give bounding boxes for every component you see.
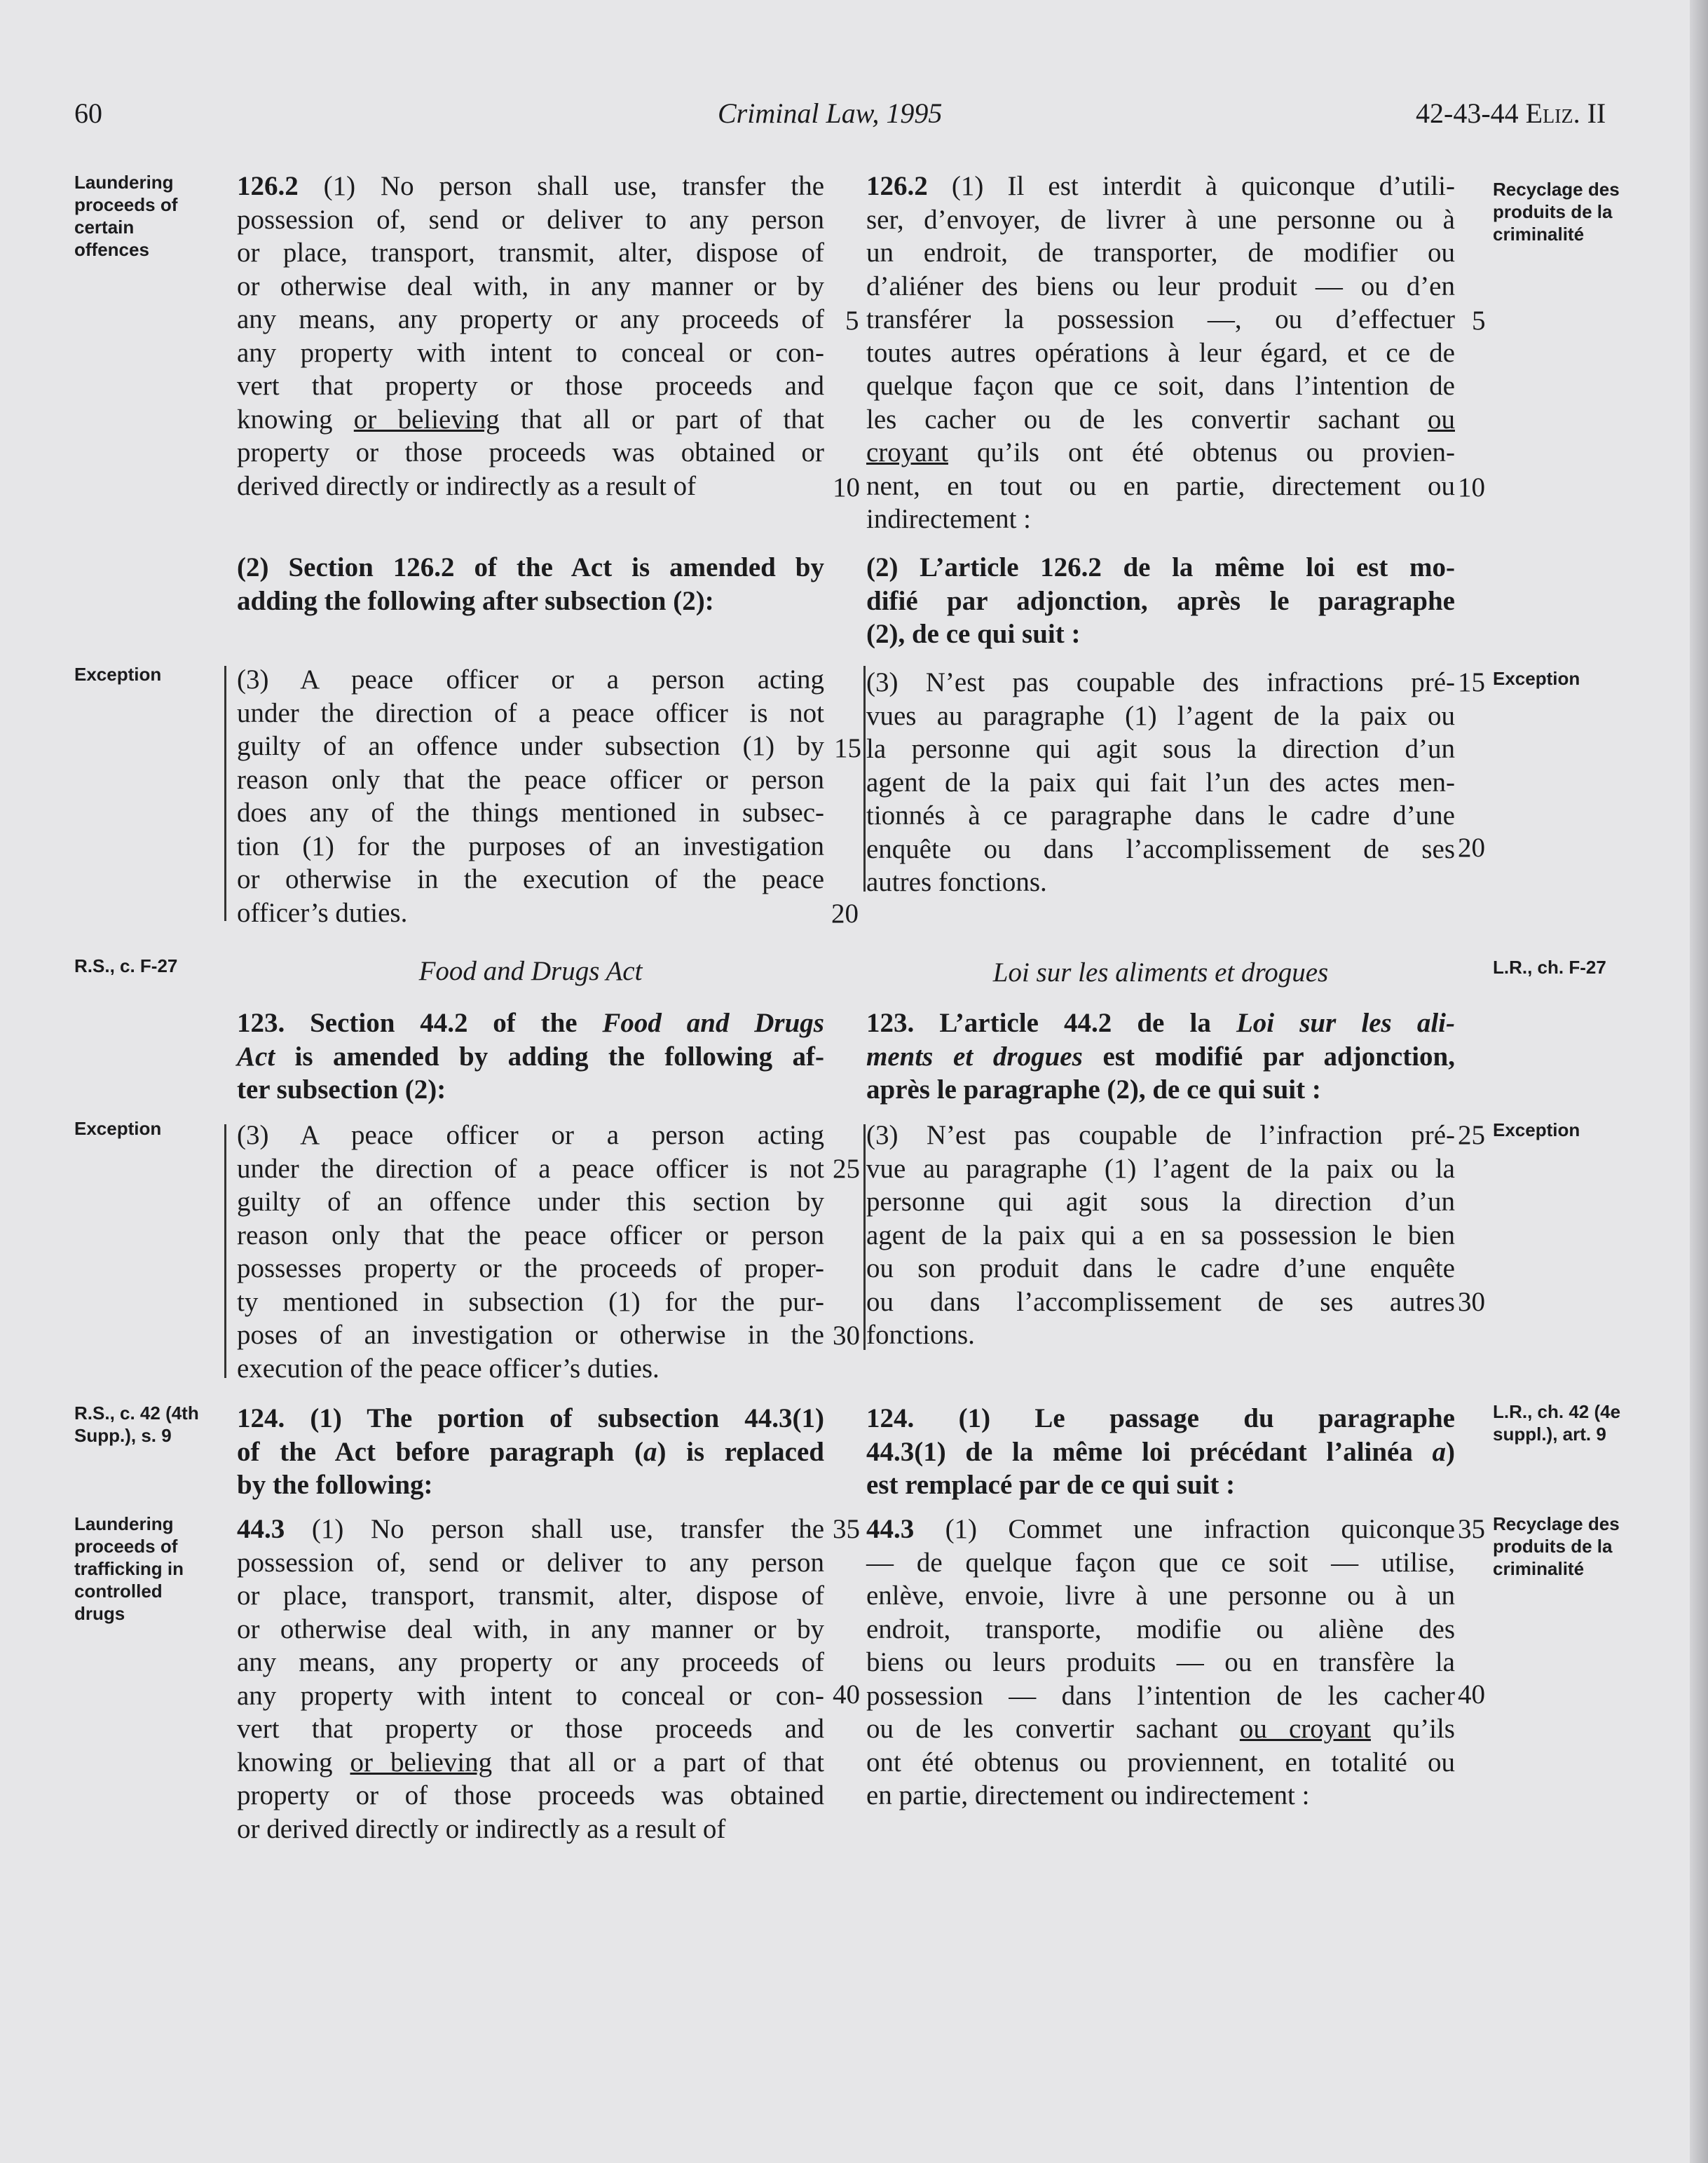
act-title: ments et drogues [866,1041,1083,1072]
new-text-rule-fr-2 [863,1124,866,1350]
line-number-35: 35 [833,1514,860,1544]
margin-line: Recyclage des [1493,1513,1620,1534]
text-line: poses of an investigation or otherwise in the [237,1320,824,1350]
margin-note-exception-1-en: Exception [74,664,162,685]
text-line: derived directly or indirectly as a result of [237,470,697,501]
text-line: any means, any property or any proceeds of [237,304,824,334]
line-number-25: 25 [833,1154,860,1184]
text-line: (1) Commet une infraction quiconque [914,1514,1455,1544]
text-line: ty mentioned in subsection (1) for the pur- [237,1286,824,1317]
text-line: autres fonctions. [866,867,1047,897]
text-line: ou son produit dans le cadre d’une enquête [866,1253,1455,1283]
text-run: that all or part of that [499,404,824,435]
text-line: endroit, transporte, modifie ou aliène des [866,1613,1455,1644]
regnal-year-roman: II [1580,97,1606,129]
text-run: ) [1446,1436,1455,1467]
margin-line: Laundering [74,172,174,193]
text-run: ou de les convertir sachant [866,1714,1240,1744]
text-line: does any of the things mentioned in subsec- [237,798,824,828]
fr-section-44-3-number: 44.3 [866,1514,915,1544]
paragraph-letter: a [1432,1436,1446,1467]
text-line: fonctions. [866,1320,975,1350]
text-line: agent de la paix qui a en sa possession le bien [866,1220,1455,1250]
en-section-123-number: 123. [237,1008,285,1038]
text-line: (2) L’article 126.2 de la même loi est mo- [866,552,1455,582]
line-number-20-fr: 20 [1458,833,1485,863]
page-number: 60 [74,97,102,129]
text-line: possession of, send or deliver to any person [237,204,824,235]
text-line: under the direction of a peace officer is not [237,1153,824,1184]
text-line: (1) No person shall use, transfer the [298,171,824,201]
text-line: or place, transport, transmit, alter, dispose of [237,1581,824,1611]
margin-note-exception-1-fr: Exception [1493,668,1580,689]
text-line: or derived directly or indirectly as a result of [237,1813,726,1844]
text-line: adding the following after subsection (2): [237,585,714,616]
margin-line: Supp.), s. 9 [74,1425,172,1446]
text-line: any property with intent to conceal or con- [237,1680,824,1711]
text-line: (3) A peace officer or a person acting [237,1120,824,1150]
paragraph-letter: a [643,1436,657,1467]
text-line: tionnés à ce paragraphe dans le cadre d’une [866,800,1455,831]
margin-note-exception-2-fr: Exception [1493,1119,1580,1140]
text-line: 124. (1) The portion of subsection 44.3(1) [237,1403,824,1433]
text-line: en partie, directement ou indirectement : [866,1780,1310,1810]
line-number-5: 5 [845,306,859,336]
text-line: transférer la possession —, ou d’effectuer [866,304,1455,334]
margin-line: suppl.), art. 9 [1493,1424,1606,1445]
fr-exception-126-2-3 [866,666,1455,899]
margin-line: Recyclage des [1493,179,1620,200]
line-number-10: 10 [833,472,860,503]
new-text-rule-en-1 [224,666,226,921]
line-number-30-fr: 30 [1458,1287,1485,1317]
line-number-35-fr: 35 [1458,1514,1485,1544]
new-text-rule-en-2 [224,1124,226,1378]
text-line: officer’s duties. [237,897,408,928]
text-line: nent, en tout ou en partie, directement ou [866,470,1455,501]
margin-line: L.R., ch. 42 (4e [1493,1401,1621,1422]
text-line: — de quelque façon que ce soit — utilise, [866,1547,1455,1578]
text-line: (1) No person shall use, transfer the [285,1514,824,1544]
margin-line: offences [74,239,149,260]
text-line: (2), de ce qui suit : [866,619,1081,649]
line-number-10-fr: 10 [1458,472,1485,503]
en-exception-126-2-3 [237,663,824,929]
text-run: that all or a part of that [492,1747,824,1778]
text-line: (3) A peace officer or a person acting [237,664,824,695]
new-text-rule-fr-1 [863,666,866,892]
line-number-15-fr: 15 [1458,667,1485,697]
text-line: possesses property or the proceeds of proper- [237,1253,824,1283]
fr-heading-loi-aliments-drogues: Loi sur les aliments et drogues [992,957,1329,988]
regnal-year-eliz: Eliz. [1525,97,1580,129]
margin-line: Laundering [74,1513,174,1534]
line-number-20: 20 [831,899,859,929]
text-line: ter subsection (2): [237,1074,446,1105]
line-number-15: 15 [834,733,861,763]
text-line: ser, d’envoyer, de livrer à une personne ou à [866,204,1455,235]
margin-note-laundering-trafficking-en [74,1513,184,1625]
text-run: qu’ils ont été obtenus ou provien- [948,437,1455,468]
en-exception-44-2-3 [237,1119,824,1385]
underlined-amendment: ou [1428,404,1455,435]
text-line: any means, any property or any proceeds of [237,1647,824,1677]
text-run: knowing [237,404,354,435]
text-line: indirectement : [866,504,1031,534]
text-line: toutes autres opérations à leur égard, et ce de [866,337,1455,368]
margin-line: controlled [74,1581,163,1602]
act-title: Loi sur les ali- [1236,1008,1455,1038]
text-line: biens ou leurs produits — ou en transfère la [866,1647,1455,1677]
fr-exception-44-2-3 [866,1119,1455,1352]
margin-line: drugs [74,1603,125,1624]
text-line: (3) N’est pas coupable des infractions pré- [866,667,1455,697]
margin-note-exception-2-en: Exception [74,1118,162,1139]
text-line: 124. (1) Le passage du paragraphe [866,1403,1455,1433]
text-line: personne qui agit sous la direction d’un [866,1187,1455,1217]
page-title: Criminal Law, 1995 [718,97,943,129]
en-amendment-126-2-2 [237,551,824,617]
text-line: or otherwise deal with, in any manner or by [237,271,824,301]
text-line: any property with intent to conceal or con- [237,337,824,368]
underlined-amendment: ou croyant [1239,1714,1371,1744]
text-line: tion (1) for the purposes of an investigation [237,831,824,861]
text-line: agent de la paix qui fait l’un des actes men- [866,767,1455,798]
en-section-124 [237,1402,824,1502]
act-title: Act [237,1041,275,1072]
text-line: vues au paragraphe (1) l’agent de la paix ou [866,700,1455,731]
text-line: enquête ou dans l’accomplissement de ses [866,833,1455,864]
fr-amendment-126-2-2 [866,551,1455,651]
text-line: reason only that the peace officer or person [237,1220,824,1250]
text-line: d’aliéner des biens ou leur produit — ou d’en [866,271,1455,301]
en-section-126-2-number: 126.2 [237,171,299,201]
text-run: qu’ils [1370,1714,1455,1744]
en-section-123 [237,1007,824,1107]
text-run: 44.3(1) de la même loi précédant l’alinéa [866,1436,1433,1467]
text-run: knowing [237,1747,350,1778]
text-line: execution of the peace officer’s duties. [237,1353,660,1384]
text-line: or otherwise in the execution of the peace [237,864,824,894]
text-line: possession — dans l’intention de les cacher [866,1680,1455,1711]
text-line: or place, transport, transmit, alter, dispose of [237,238,824,268]
regnal-year [1416,97,1606,130]
margin-line: certain [74,217,135,238]
margin-note-rs-f27: R.S., c. F-27 [74,955,178,976]
line-number-25-fr: 25 [1458,1120,1485,1150]
text-run: ) is replaced [657,1436,824,1467]
underlined-amendment: or believing [350,1747,493,1778]
fr-section-126-2 [866,170,1455,536]
page-edge [1690,0,1708,2163]
en-heading-food-and-drugs-act: Food and Drugs Act [418,956,643,986]
text-run: est modifié par adjonction, [1082,1041,1455,1072]
margin-note-laundering-en [74,171,207,261]
en-section-126-2 [237,170,824,503]
text-line: vert that property or those proceeds and [237,371,824,401]
line-number-40-fr: 40 [1458,1679,1485,1710]
text-line: guilty of an offence under subsection (1) by [237,731,824,761]
underlined-amendment: croyant [866,437,948,468]
margin-line: R.S., c. 42 (4th [74,1403,199,1424]
margin-line: produits de la [1493,201,1613,222]
line-number-30: 30 [833,1321,860,1351]
text-line: enlève, envoie, livre à une personne ou à un [866,1581,1455,1611]
margin-note-lr-f27: L.R., ch. F-27 [1493,957,1606,978]
text-line: ont été obtenus ou proviennent, en totalité ou [866,1747,1455,1778]
text-line: possession of, send or deliver to any person [237,1547,824,1578]
fr-section-123 [866,1007,1455,1107]
margin-line: proceeds of [74,194,178,215]
margin-line: criminalité [1493,224,1585,245]
text-line: après le paragraphe (2), de ce qui suit : [866,1074,1321,1105]
fr-section-124 [866,1402,1455,1502]
text-line: (2) Section 126.2 of the Act is amended by [237,552,824,582]
margin-line: proceeds of [74,1536,178,1557]
text-line: est remplacé par de ce qui suit : [866,1470,1236,1500]
text-line: difié par adjonction, après le paragraphe [866,585,1455,616]
text-line: (1) Il est interdit à quiconque d’utili- [927,171,1455,201]
regnal-year-number: 42-43-44 [1416,97,1526,129]
fr-section-44-3 [866,1513,1455,1813]
en-section-44-3-number: 44.3 [237,1514,285,1544]
text-line: quelque façon que ce soit, dans l’intention de [866,371,1455,401]
text-line: property or of those proceeds was obtained [237,1780,824,1810]
margin-line: produits de la [1493,1536,1613,1557]
margin-line: trafficking in [74,1558,184,1579]
line-number-40: 40 [833,1679,860,1710]
margin-note-lr-c42 [1493,1400,1620,1445]
margin-note-recyclage-2-fr [1493,1513,1620,1580]
text-line: vert that property or those proceeds and [237,1714,824,1744]
text-line: la personne qui agit sous la direction d’un [866,734,1455,764]
margin-note-recyclage-fr [1493,178,1620,245]
text-line: property or those proceeds was obtained or [237,437,824,468]
text-run: Section 44.2 of the [285,1008,603,1038]
text-line: reason only that the peace officer or person [237,764,824,795]
text-line: ou dans l’accomplissement de ses autres [866,1286,1455,1317]
text-run: les cacher ou de les convertir sachant [866,404,1428,435]
text-run: 123. L’article 44.2 de la [866,1008,1236,1038]
text-run: is amended by adding the following af- [275,1041,824,1072]
text-run: of the Act before paragraph ( [237,1436,643,1467]
margin-note-rs-c42 [74,1402,199,1447]
text-line: guilty of an offence under this section by [237,1187,824,1217]
fr-section-126-2-number: 126.2 [866,171,928,201]
text-line: un endroit, de transporter, de modifier ou [866,238,1455,268]
margin-line: criminalité [1493,1558,1585,1579]
line-number-5-fr: 5 [1472,306,1486,336]
text-line: under the direction of a peace officer is not [237,697,824,728]
act-title: Food and Drugs [602,1008,824,1038]
text-line: (3) N’est pas coupable de l’infraction pré- [866,1120,1455,1150]
text-line: by the following: [237,1470,433,1500]
text-line: vue au paragraphe (1) l’agent de la paix ou la [866,1153,1455,1184]
en-section-44-3 [237,1513,824,1845]
underlined-amendment: or believing [353,404,500,435]
text-line: or otherwise deal with, in any manner or by [237,1613,824,1644]
